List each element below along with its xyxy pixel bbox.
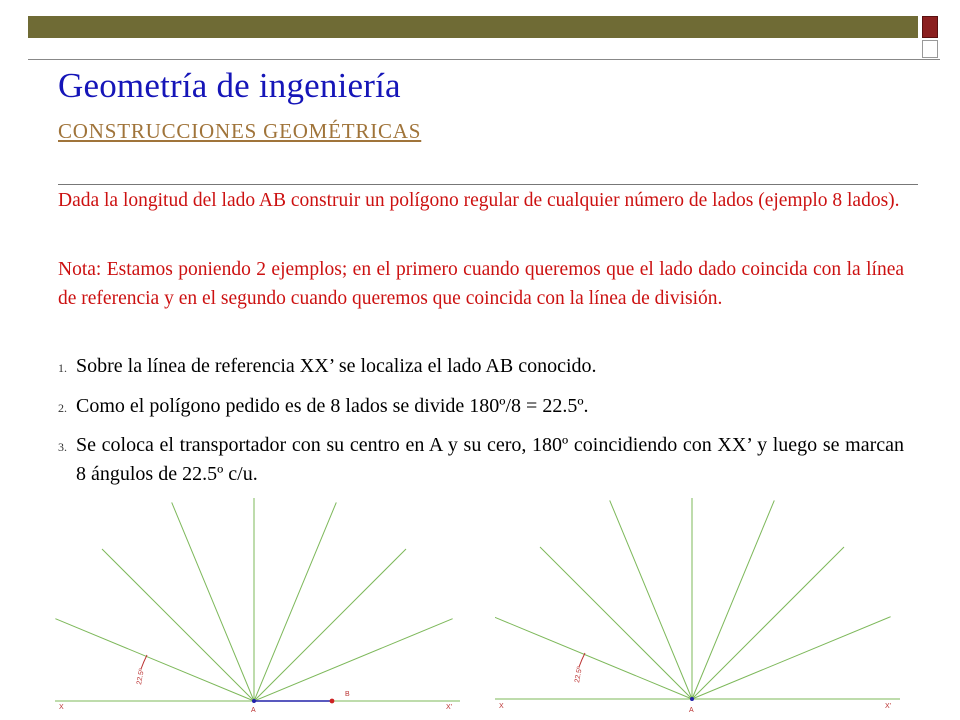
point-b [330, 699, 335, 704]
header-square [922, 16, 938, 38]
point-a [690, 697, 694, 701]
step-item [58, 352, 904, 381]
step-text: Se coloca el transportador con su centro en A y su cero, 180º coincidiendo con XX’ y luego se marcan 8 ángulos de 22.5º c/u. [76, 434, 904, 485]
step-text: Como el polígono pedido es de 8 lados se divide 180º/8 = 22.5º. [76, 395, 589, 417]
label-a: A [689, 707, 694, 714]
division-ray [692, 547, 844, 699]
division-ray [610, 500, 692, 699]
problem-statement: Dada la longitud del lado AB construir un polígono regular de cualquier número de lados (ejemplo 8 lados). [58, 190, 900, 211]
division-ray [495, 617, 692, 699]
step-item [58, 392, 904, 421]
step-number: 1. [58, 361, 67, 375]
label-x-prime: X’ [885, 703, 892, 710]
point-a [252, 699, 256, 703]
step-text: Sobre la línea de referencia XX’ se localiza el lado AB conocido. [76, 355, 597, 377]
division-ray [692, 617, 891, 699]
header-bar [28, 16, 918, 38]
angle-arc [141, 655, 147, 669]
division-ray [254, 549, 406, 701]
step-item [58, 431, 904, 488]
division-ray [540, 547, 692, 699]
note-paragraph: Nota: Estamos poniendo 2 ejemplos; en el primero cuando queremos que el lado dado coincida con la línea de referencia y en el segundo cuando queremos que coincida con la línea de división. [58, 259, 904, 309]
division-ray [102, 549, 254, 701]
label-x: X [59, 704, 64, 711]
angle-label: 22.5º [136, 668, 146, 686]
division-ray [172, 502, 254, 701]
divider-line [58, 184, 918, 185]
step-number: 2. [58, 401, 67, 415]
angle-label: 22.5º [574, 666, 584, 684]
protractor-figure-1 [55, 490, 465, 720]
header-rule [28, 38, 940, 60]
label-b: B [345, 691, 350, 698]
step-number: 3. [58, 440, 67, 454]
division-ray [55, 619, 254, 701]
protractor-figure-2 [495, 490, 905, 720]
division-ray [254, 502, 336, 701]
slide-subtitle[interactable]: CONSTRUCCIONES GEOMÉTRICAS [58, 119, 422, 143]
label-a: A [251, 707, 256, 714]
slide-title: Geometría de ingeniería [58, 66, 401, 105]
angle-arc [579, 653, 585, 667]
label-x: X [499, 703, 504, 710]
division-ray [692, 500, 774, 699]
division-rays [55, 498, 452, 701]
header-small-square [922, 40, 938, 58]
division-ray [254, 619, 453, 701]
label-x-prime: X’ [446, 704, 453, 711]
division-rays [495, 498, 891, 699]
